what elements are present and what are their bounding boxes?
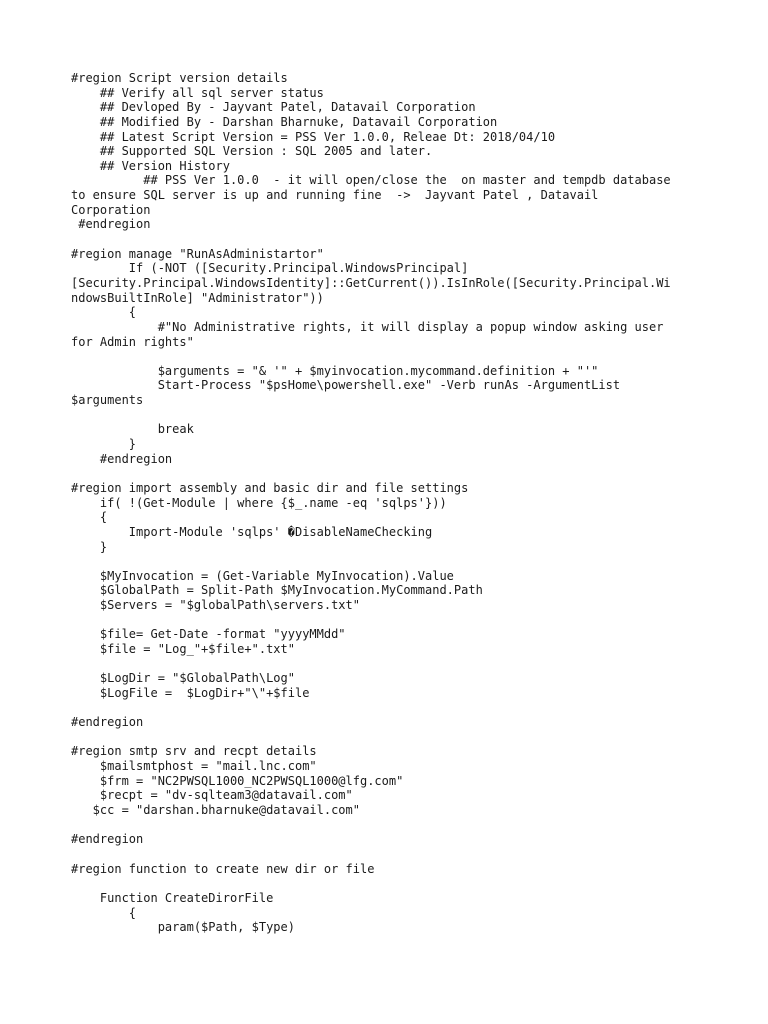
code-line: $file= Get-Date -format "yyyyMMdd" [71, 627, 346, 642]
code-line: #endregion [71, 217, 151, 232]
code-line: $GlobalPath = Split-Path $MyInvocation.MyCommand.Path [71, 583, 483, 598]
code-line: #region function to create new dir or file [71, 861, 375, 876]
code-line: #region import assembly and basic dir and file settings [71, 480, 469, 495]
code-line [71, 847, 711, 862]
code-line [71, 730, 711, 745]
code-line: $mailsmtphost = "mail.lnc.com" [71, 759, 317, 774]
code-line: for Admin rights" [71, 334, 194, 349]
code-line: ndowsBuiltInRole] "Administrator")) [71, 290, 324, 305]
code-line: ## PSS Ver 1.0.0 - it will open/close the on master and tempdb database [71, 173, 671, 188]
code-line: $frm = "NC2PWSQL1000_NC2PWSQL1000@lfg.com" [71, 773, 404, 788]
code-line: break [71, 422, 194, 437]
code-line [71, 349, 711, 364]
code-line: If (-NOT ([Security.Principal.WindowsPrincipal] [71, 261, 469, 276]
code-line [71, 613, 711, 628]
code-line: ## Devloped By - Jayvant Patel, Datavail Corporation [71, 100, 476, 115]
code-line: $LogFile = $LogDir+"\"+$file [71, 685, 310, 700]
code-line [71, 232, 711, 247]
code-line: [Security.Principal.WindowsIdentity]::GetCurrent()).IsInRole([Security.Principal.Wi [71, 275, 671, 290]
code-line: $recpt = "dv-sqlteam3@datavail.com" [71, 788, 353, 803]
code-line: ## Version History [71, 158, 230, 173]
code-line: Import-Module 'sqlps' �DisableNameChecking [71, 524, 433, 539]
code-line: $LogDir = "$GlobalPath\Log" [71, 671, 295, 686]
code-line: to ensure SQL server is up and running fine -> Jayvant Patel , Datavail [71, 188, 599, 203]
code-line: ## Supported SQL Version : SQL 2005 and later. [71, 144, 433, 159]
code-line [71, 408, 711, 423]
code-line: param($Path, $Type) [71, 920, 295, 935]
code-line: #region Script version details [71, 71, 288, 85]
code-line [71, 701, 711, 716]
code-line: } [71, 437, 137, 452]
code-line: ## Latest Script Version = PSS Ver 1.0.0, Releae Dt: 2018/04/10 [71, 129, 556, 144]
code-line: $arguments = "& '" + $myinvocation.mycommand.definition + "'" [71, 363, 599, 378]
code-line [71, 657, 711, 672]
code-line: Function CreateDirorFile [71, 890, 274, 905]
code-line: $Servers = "$globalPath\servers.txt" [71, 598, 360, 613]
code-line [71, 876, 711, 891]
powershell-script-text [71, 71, 711, 935]
code-line: { [71, 510, 108, 525]
code-line [71, 466, 711, 481]
code-line: if( !(Get-Module | where {$_.name -eq 'sqlps'})) [71, 495, 447, 510]
code-line: $cc = "darshan.bharnuke@datavail.com" [71, 803, 360, 818]
code-line: #endregion [71, 832, 144, 847]
code-line: $file = "Log_"+$file+".txt" [71, 641, 295, 656]
code-line [71, 554, 711, 569]
code-line: #endregion [71, 451, 173, 466]
code-line: } [71, 539, 108, 554]
code-line: ## Modified By - Darshan Bharnuke, Datavail Corporation [71, 114, 498, 129]
code-line: Corporation [71, 202, 151, 217]
code-line: $arguments [71, 393, 144, 408]
code-line: { [71, 305, 137, 320]
code-line: ## Verify all sql server status [71, 85, 324, 100]
code-line [71, 818, 711, 833]
code-line: #region manage "RunAsAdministartor" [71, 246, 324, 261]
code-line: #region smtp srv and recpt details [71, 744, 317, 759]
code-line: #endregion [71, 715, 144, 730]
code-line: #"No Administrative rights, it will display a popup window asking user [71, 319, 664, 334]
code-line: $MyInvocation = (Get-Variable MyInvocation).Value [71, 568, 454, 583]
code-line: { [71, 905, 137, 920]
code-line: Start-Process "$psHome\powershell.exe" -Verb runAs -ArgumentList [71, 378, 621, 393]
